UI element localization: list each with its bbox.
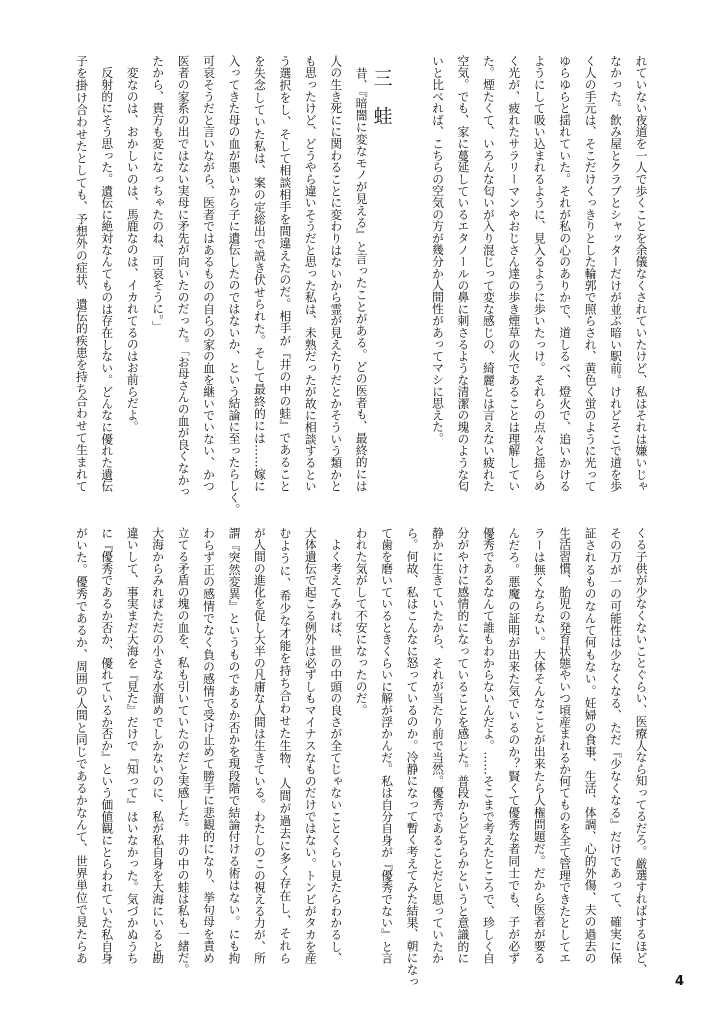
text-line: んだろ。悪魔の証明が出来た気でいるのか？賢くて優秀な者同士でも、子が必ず: [506, 527, 521, 964]
text-line: 分がやけに感情的になっていることを感じた。普段からどちらかというと意識的に: [455, 527, 470, 964]
text-line: 医者の家系の出ではない実母に矛先が向いたのだった。「お母さんの血が良くなかっ: [176, 55, 191, 498]
text-line: 子を掛け合わせたとしても、予想外の症状、遺伝的疾患を持ち合わせて生まれて: [74, 55, 89, 492]
text-line: 証されるものなんて何もない。妊婦の食事、生活、体調、心的外傷、夫の過去の: [583, 527, 598, 964]
text-line-paragraph-end: いと比べれば、こちらの空気の方が幾分か人間性があってマシに思えた。: [430, 55, 445, 445]
text-line: 違いして、事実まだ大海を『見た』だけで『知って』はいなかった。気づかぬうち: [125, 527, 140, 964]
page-number: 4: [675, 974, 685, 989]
text-line: その万が一の可能性は少なくなる、ただ『少なくなる』だけであって、確実に保: [608, 527, 623, 964]
text-line: た。煙たくて、いろんな匂いが入り混じって変な感じの、綺麗とは言えない疲れた: [481, 55, 496, 492]
text-line: 優秀であるなんて誰もわからないんだよ。……そこまで考えたところで、珍しく自: [481, 527, 496, 964]
text-line: 静かに生きていたから、それが当たり前で当然。優秀であることだと思っていたか: [430, 527, 445, 964]
text-line: 立てる矛盾の塊の血を、私も引いていたのだと実感した。井の中の蛙は私も一緒だ。: [176, 527, 191, 976]
text-line-paragraph-end: われた気がして不安になったのだ。: [354, 527, 369, 716]
text-line: なかった。飲み屋とクラブとシャッターだけが並ぶ暗い駅前。けれどそこで道を歩: [608, 55, 623, 492]
text-line-paragraph-start: よく考えてみれば、世の中頭の良さが全てじゃないことくらい見たらわかるし、: [328, 527, 343, 964]
text-line: に『優秀であるか否か、優れているか否か』という価値観にとらわれていた私自身: [99, 527, 114, 964]
text-line: がいた。優秀であるか、周囲の人間と同じであるかなんて、世界単位で見たらあ: [74, 527, 89, 964]
text-line: て歯を磨いているときくらいに解が浮かんだ。私は自分自身が『優秀でない』と言: [379, 527, 394, 964]
text-line: ゆらゆらと揺れていた。それが私の心のありかで、道しるべ、燈火で、追いかける: [557, 55, 572, 492]
text-line-paragraph-end: たから、貴方も変になっちゃたのね、可哀そうに。」: [150, 55, 165, 333]
text-line: れていない夜道を一人で歩くことを余儀なくされていたけど、私はそれは嫌いじゃ: [634, 55, 648, 492]
section-title: 三 蛙: [370, 68, 393, 125]
text-line-paragraph-start: 反射的にそう思った。遺伝に絶対なんてものは存在しない。どんなに優れた遺伝: [99, 55, 114, 492]
text-line: を失念していた私は、案の定総出で説き伏せられた。そして最終的には……嫁に: [252, 55, 267, 492]
text-line: 謂『突然変異』というものであるか否かを現段階で結論付ける術はない。にも拘: [227, 527, 241, 964]
text-line: 可哀そうだと言いながら、医者ではあるものの自らの家の血を継いでいない、かつ: [201, 55, 216, 492]
text-line: くる子供が少なくないことぐらい、医療人なら知ってるだろ。厳選すればするほど、: [634, 527, 648, 976]
text-line: 空気。でも、家に蔓延しているエタノールの鼻に刺さるような清潔の塊のような匂: [455, 55, 470, 492]
text-line: むように、希少な才能を持ち合わせた生物、人間が過去に多く存在し、それら: [277, 527, 292, 964]
text-line: が人間の進化を促し大半の凡庸な人間は生きている。わたしのこの視える力が、所: [252, 527, 267, 964]
text-line: く人の手元は、そこだけくっきりとした輪郭で照らされ、黄色く蛍のように光って: [583, 55, 598, 492]
text-line: ようにして吸い込まれるように、見入るように歩いたっけ。それらの点々と揺らめ: [532, 55, 547, 492]
text-line: く光が、疲れたサラリーマンやおじさん達の歩き煙草の火であることは理解してい: [506, 55, 521, 492]
text-line: 生活習慣、胎児の発育状態やいつ頃産まれるか何てものを全て管理できたとしてエ: [557, 527, 572, 964]
lower-text-block: [67, 527, 653, 988]
text-line: わらず正の感情でなく負の感情で受け止めて勝手に悲観的になり、挙句母を責め: [201, 527, 216, 964]
text-line-paragraph: 変なのは、おかしいのは、馬鹿なのは、イカれてるのはお前らだよ。: [125, 55, 140, 433]
text-line: ラーは無くならない。大体そんなことが出来たら人権問題だ。だから医者が要る: [532, 527, 547, 964]
section-spacer: [399, 55, 424, 492]
text-line: ら。何故、私はこんなに怒っているのか。冷静になって暫く考えてみた結果、朝になっ: [405, 527, 420, 988]
text-line-paragraph-start: 昔、『暗闇に変なモノが見える』と言ったことがある。どの医者も、最終的には: [354, 55, 369, 492]
text-line: 大海からみればただの小さな水溜めでしかないのに、私が私自身を大海にいると勘: [150, 527, 165, 964]
text-line: う選択をし、そして相談相手を間違えたのだ。相手が『井の中の蛙』であること: [277, 55, 292, 492]
text-line: 大体遺伝で起こる例外は必ずしもマイナスなものだけではない。トンビがタカを産: [303, 527, 318, 964]
upper-text-block: [67, 55, 653, 516]
text-line: も思ったけど、どうやら違いそうだと思った私は、未熟だったが故に相談するとい: [303, 55, 318, 492]
text-line: 入ってきた母の血が悪いから子に遺伝したのではないか、という結論に至ったらしく。: [227, 55, 241, 516]
text-line: 人の生き死にに関わることに変わりはないから霊が見えたりだとかそういう類かと: [328, 55, 343, 492]
